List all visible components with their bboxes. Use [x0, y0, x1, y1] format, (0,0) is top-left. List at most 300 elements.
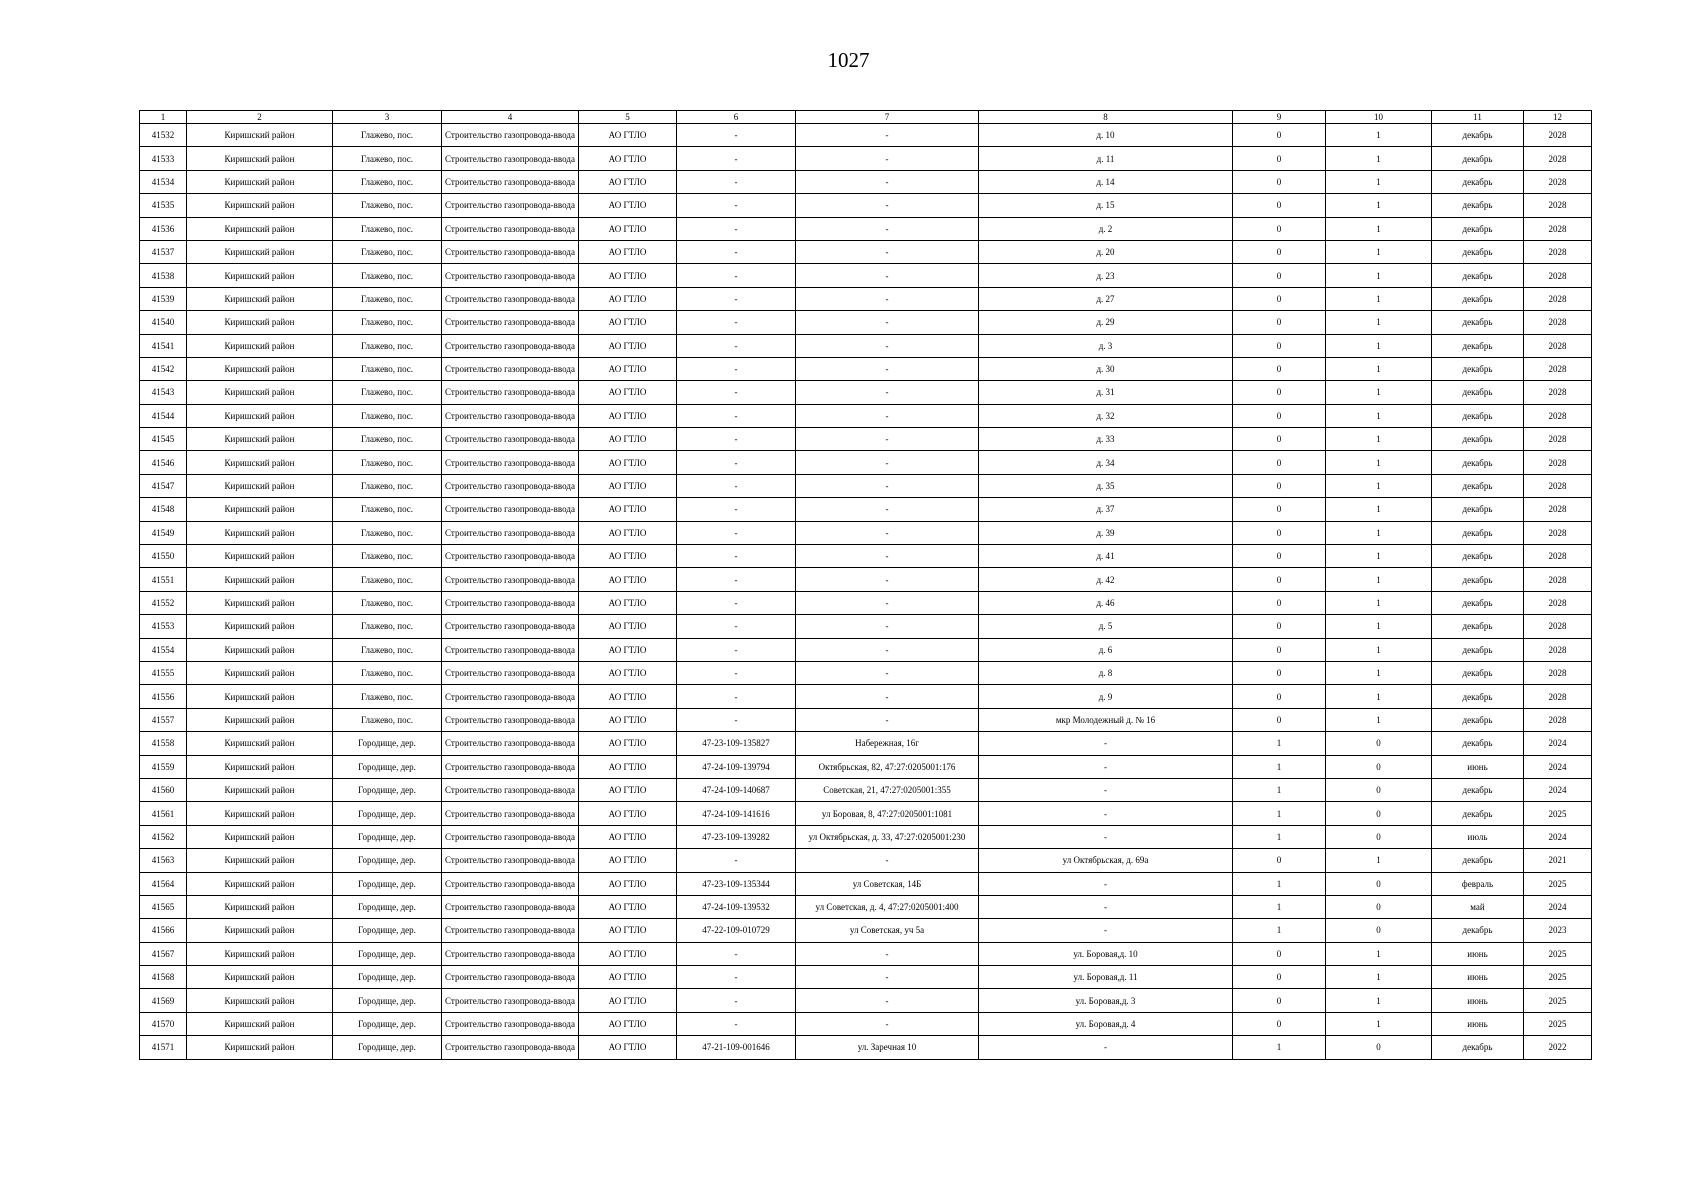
table-cell: 2028	[1524, 708, 1592, 731]
table-cell: декабрь	[1432, 217, 1524, 240]
table-cell: Глажево, пос.	[333, 708, 442, 731]
table-cell: 41550	[140, 545, 187, 568]
table-cell: д. 46	[979, 591, 1233, 614]
table-cell: 41539	[140, 287, 187, 310]
table-cell: 2028	[1524, 661, 1592, 684]
table-cell: Киришский район	[187, 147, 333, 170]
table-cell: 47-24-109-141616	[677, 802, 796, 825]
table-cell: -	[796, 287, 979, 310]
table-cell: АО ГТЛО	[579, 919, 677, 942]
table-cell: 1	[1326, 334, 1432, 357]
table-cell: Строительство газопровода-ввода	[442, 545, 579, 568]
table-cell: ул Октябрьская, д. 69а	[979, 849, 1233, 872]
table-cell: АО ГТЛО	[579, 1012, 677, 1035]
table-cell: АО ГТЛО	[579, 474, 677, 497]
table-cell: Строительство газопровода-ввода	[442, 264, 579, 287]
table-cell: -	[796, 474, 979, 497]
column-header: 7	[796, 111, 979, 124]
table-cell: 41549	[140, 521, 187, 544]
table-cell: 47-22-109-010729	[677, 919, 796, 942]
table-cell: АО ГТЛО	[579, 989, 677, 1012]
table-cell: 47-24-109-140687	[677, 778, 796, 801]
table-cell: декабрь	[1432, 474, 1524, 497]
table-cell: д. 3	[979, 334, 1233, 357]
table-cell: 2028	[1524, 311, 1592, 334]
table-cell: 0	[1233, 240, 1326, 263]
table-cell: декабрь	[1432, 240, 1524, 263]
table-cell: Строительство газопровода-ввода	[442, 287, 579, 310]
table-cell: д. 5	[979, 615, 1233, 638]
table-cell: ул. Заречная 10	[796, 1036, 979, 1059]
table-row	[140, 428, 1592, 451]
table-cell: -	[979, 825, 1233, 848]
table-cell: 1	[1326, 381, 1432, 404]
table-cell: Глажево, пос.	[333, 568, 442, 591]
table-cell: 47-23-109-135344	[677, 872, 796, 895]
table-cell: Глажево, пос.	[333, 521, 442, 544]
table-cell: декабрь	[1432, 1036, 1524, 1059]
table-cell: июль	[1432, 825, 1524, 848]
table-row	[140, 591, 1592, 614]
table-cell: 2028	[1524, 615, 1592, 638]
table-cell: 0	[1233, 124, 1326, 147]
table-row	[140, 1036, 1592, 1059]
table-cell: 2028	[1524, 240, 1592, 263]
table-cell: -	[796, 498, 979, 521]
table-row	[140, 311, 1592, 334]
table-row	[140, 802, 1592, 825]
table-cell: декабрь	[1432, 849, 1524, 872]
table-cell: -	[796, 1012, 979, 1035]
table-cell: декабрь	[1432, 381, 1524, 404]
table-cell: 1	[1326, 591, 1432, 614]
table-cell: Киришский район	[187, 685, 333, 708]
page-number: 1027	[827, 48, 870, 72]
table-cell: 0	[1326, 732, 1432, 755]
table-cell: 0	[1233, 428, 1326, 451]
table-cell: Киришский район	[187, 732, 333, 755]
table-cell: Советская, 21, 47:27:0205001:355	[796, 778, 979, 801]
table-cell: Строительство газопровода-ввода	[442, 170, 579, 193]
table-cell: 0	[1326, 825, 1432, 848]
table-cell: -	[677, 194, 796, 217]
table-cell: Киришский район	[187, 264, 333, 287]
table-cell: АО ГТЛО	[579, 147, 677, 170]
table-cell: 41548	[140, 498, 187, 521]
table-cell: 41562	[140, 825, 187, 848]
table-cell: декабрь	[1432, 919, 1524, 942]
table-cell: 1	[1326, 194, 1432, 217]
table-row	[140, 170, 1592, 193]
table-cell: -	[796, 170, 979, 193]
table-cell: 2025	[1524, 872, 1592, 895]
table-cell: Городище, дер.	[333, 802, 442, 825]
table-cell: Строительство газопровода-ввода	[442, 568, 579, 591]
table-cell: -	[677, 568, 796, 591]
table-row	[140, 334, 1592, 357]
table-cell: АО ГТЛО	[579, 194, 677, 217]
table-cell: 2028	[1524, 591, 1592, 614]
table-cell: 41556	[140, 685, 187, 708]
table-cell: 2025	[1524, 966, 1592, 989]
table-cell: декабрь	[1432, 685, 1524, 708]
table-cell: 41561	[140, 802, 187, 825]
table-cell: декабрь	[1432, 194, 1524, 217]
table-cell: Киришский район	[187, 404, 333, 427]
table-cell: Городище, дер.	[333, 989, 442, 1012]
table-cell: декабрь	[1432, 311, 1524, 334]
table-cell: -	[677, 404, 796, 427]
table-cell: 0	[1233, 521, 1326, 544]
table-cell: 2028	[1524, 404, 1592, 427]
table-cell: 0	[1233, 568, 1326, 591]
table-cell: июнь	[1432, 942, 1524, 965]
table-cell: -	[979, 755, 1233, 778]
table-cell: АО ГТЛО	[579, 357, 677, 380]
table-cell: -	[677, 287, 796, 310]
table-cell: 1	[1326, 357, 1432, 380]
table-cell: АО ГТЛО	[579, 217, 677, 240]
table-cell: 41569	[140, 989, 187, 1012]
table-row	[140, 755, 1592, 778]
table-cell: 41554	[140, 638, 187, 661]
table-cell: 0	[1233, 147, 1326, 170]
table-cell: 41566	[140, 919, 187, 942]
table-cell: 2028	[1524, 568, 1592, 591]
table-cell: Глажево, пос.	[333, 147, 442, 170]
table-cell: Киришский район	[187, 428, 333, 451]
table-cell: 0	[1233, 381, 1326, 404]
registry-table	[139, 110, 1592, 1060]
table-cell: -	[677, 685, 796, 708]
table-cell: 41532	[140, 124, 187, 147]
table-cell: декабрь	[1432, 661, 1524, 684]
table-cell: д. 14	[979, 170, 1233, 193]
table-cell: Киришский район	[187, 1036, 333, 1059]
table-cell: -	[677, 381, 796, 404]
table-cell: 47-23-109-135827	[677, 732, 796, 755]
table-cell: АО ГТЛО	[579, 428, 677, 451]
table-cell: декабрь	[1432, 147, 1524, 170]
table-cell: д. 29	[979, 311, 1233, 334]
table-cell: -	[677, 521, 796, 544]
table-cell: 41537	[140, 240, 187, 263]
table-cell: Киришский район	[187, 966, 333, 989]
table-cell: Строительство газопровода-ввода	[442, 428, 579, 451]
table-cell: Строительство газопровода-ввода	[442, 474, 579, 497]
table-row	[140, 661, 1592, 684]
table-cell: АО ГТЛО	[579, 942, 677, 965]
table-cell: 1	[1326, 1012, 1432, 1035]
table-cell: 41535	[140, 194, 187, 217]
table-cell: -	[677, 942, 796, 965]
table-cell: Городище, дер.	[333, 732, 442, 755]
table-cell: 1	[1326, 264, 1432, 287]
table-cell: Киришский район	[187, 334, 333, 357]
table-cell: 1	[1326, 849, 1432, 872]
table-row	[140, 264, 1592, 287]
table-row	[140, 1012, 1592, 1035]
table-cell: АО ГТЛО	[579, 615, 677, 638]
table-cell: Киришский район	[187, 124, 333, 147]
table-cell: Строительство газопровода-ввода	[442, 240, 579, 263]
table-cell: -	[796, 240, 979, 263]
table-cell: Строительство газопровода-ввода	[442, 147, 579, 170]
table-cell: 1	[1326, 217, 1432, 240]
table-cell: Киришский район	[187, 287, 333, 310]
table-cell: 1	[1326, 545, 1432, 568]
table-cell: Киришский район	[187, 474, 333, 497]
table-cell: Городище, дер.	[333, 895, 442, 918]
table-cell: 1	[1326, 615, 1432, 638]
table-cell: Глажево, пос.	[333, 615, 442, 638]
table-row	[140, 545, 1592, 568]
table-cell: 2028	[1524, 217, 1592, 240]
table-cell: Глажево, пос.	[333, 638, 442, 661]
table-cell: Городище, дер.	[333, 1012, 442, 1035]
table-cell: -	[796, 615, 979, 638]
table-cell: Глажево, пос.	[333, 357, 442, 380]
table-cell: -	[796, 685, 979, 708]
table-cell: Киришский район	[187, 942, 333, 965]
table-cell: -	[677, 591, 796, 614]
table-cell: -	[677, 708, 796, 731]
table-cell: Набережная, 16г	[796, 732, 979, 755]
table-cell: Глажево, пос.	[333, 217, 442, 240]
table-cell: Строительство газопровода-ввода	[442, 989, 579, 1012]
table-cell: 1	[1326, 474, 1432, 497]
table-cell: ул Октябрьская, д. 33, 47:27:0205001:230	[796, 825, 979, 848]
column-header: 8	[979, 111, 1233, 124]
table-cell: 41533	[140, 147, 187, 170]
table-header	[140, 111, 1592, 124]
table-cell: 1	[1326, 147, 1432, 170]
column-header: 6	[677, 111, 796, 124]
table-cell: -	[796, 545, 979, 568]
table-cell: 1	[1326, 989, 1432, 1012]
table-cell: 2028	[1524, 685, 1592, 708]
table-cell: -	[796, 708, 979, 731]
table-cell: д. 41	[979, 545, 1233, 568]
table-cell: 2028	[1524, 521, 1592, 544]
table-cell: АО ГТЛО	[579, 802, 677, 825]
table-cell: Глажево, пос.	[333, 334, 442, 357]
table-cell: АО ГТЛО	[579, 381, 677, 404]
table-cell: 0	[1233, 217, 1326, 240]
table-cell: 41565	[140, 895, 187, 918]
table-cell: 0	[1233, 311, 1326, 334]
table-cell: АО ГТЛО	[579, 287, 677, 310]
table-cell: Строительство газопровода-ввода	[442, 732, 579, 755]
table-cell: 2024	[1524, 778, 1592, 801]
table-row	[140, 217, 1592, 240]
table-cell: Строительство газопровода-ввода	[442, 615, 579, 638]
table-cell: декабрь	[1432, 591, 1524, 614]
table-cell: -	[796, 311, 979, 334]
table-cell: 2028	[1524, 545, 1592, 568]
table-cell: июнь	[1432, 989, 1524, 1012]
table-row	[140, 474, 1592, 497]
table-cell: Киришский район	[187, 755, 333, 778]
table-cell: 0	[1326, 919, 1432, 942]
table-cell: АО ГТЛО	[579, 732, 677, 755]
table-cell: -	[677, 240, 796, 263]
table-cell: 2022	[1524, 1036, 1592, 1059]
table-cell: Киришский район	[187, 451, 333, 474]
table-cell: 41542	[140, 357, 187, 380]
table-cell: 1	[1233, 1036, 1326, 1059]
column-header: 4	[442, 111, 579, 124]
table-cell: -	[796, 194, 979, 217]
table-cell: 41570	[140, 1012, 187, 1035]
table-row	[140, 381, 1592, 404]
column-header: 10	[1326, 111, 1432, 124]
table-cell: д. 39	[979, 521, 1233, 544]
table-cell: -	[979, 802, 1233, 825]
table-cell: АО ГТЛО	[579, 708, 677, 731]
table-cell: 41544	[140, 404, 187, 427]
table-cell: 2028	[1524, 147, 1592, 170]
table-row	[140, 615, 1592, 638]
table-cell: Киришский район	[187, 194, 333, 217]
table-cell: 2028	[1524, 194, 1592, 217]
table-cell: Глажево, пос.	[333, 498, 442, 521]
table-cell: -	[677, 474, 796, 497]
table-cell: 0	[1326, 755, 1432, 778]
table-row	[140, 287, 1592, 310]
table-cell: д. 34	[979, 451, 1233, 474]
table-cell: июнь	[1432, 1012, 1524, 1035]
table-cell: декабрь	[1432, 124, 1524, 147]
table-cell: -	[796, 404, 979, 427]
table-row	[140, 919, 1592, 942]
table-cell: 0	[1233, 1012, 1326, 1035]
table-cell: 0	[1233, 591, 1326, 614]
table-cell: д. 9	[979, 685, 1233, 708]
table-cell: 2028	[1524, 638, 1592, 661]
table-cell: 0	[1233, 942, 1326, 965]
table-cell: ул Советская, 14Б	[796, 872, 979, 895]
table-cell: июнь	[1432, 966, 1524, 989]
table-cell: -	[796, 381, 979, 404]
table-cell: Киришский район	[187, 1012, 333, 1035]
table-cell: Глажево, пос.	[333, 591, 442, 614]
table-cell: 1	[1326, 240, 1432, 263]
table-cell: -	[796, 942, 979, 965]
table-cell: Строительство газопровода-ввода	[442, 1036, 579, 1059]
table-cell: Городище, дер.	[333, 825, 442, 848]
table-cell: Городище, дер.	[333, 1036, 442, 1059]
table-cell: 0	[1233, 474, 1326, 497]
column-header: 2	[187, 111, 333, 124]
table-cell: 0	[1233, 685, 1326, 708]
table-cell: АО ГТЛО	[579, 451, 677, 474]
table-row	[140, 989, 1592, 1012]
table-cell: Строительство газопровода-ввода	[442, 357, 579, 380]
table-cell: Строительство газопровода-ввода	[442, 451, 579, 474]
table-cell: ул. Боровая,д. 4	[979, 1012, 1233, 1035]
table-row	[140, 451, 1592, 474]
table-cell: -	[796, 217, 979, 240]
table-cell: декабрь	[1432, 615, 1524, 638]
table-cell: Киришский район	[187, 568, 333, 591]
table-row	[140, 638, 1592, 661]
table-cell: Глажево, пос.	[333, 240, 442, 263]
table-cell: Строительство газопровода-ввода	[442, 521, 579, 544]
table-cell: 0	[1233, 708, 1326, 731]
table-cell: -	[796, 966, 979, 989]
table-cell: 41564	[140, 872, 187, 895]
table-cell: 41534	[140, 170, 187, 193]
table-cell: -	[677, 661, 796, 684]
table-cell: 1	[1326, 311, 1432, 334]
table-cell: Городище, дер.	[333, 872, 442, 895]
table-cell: 41538	[140, 264, 187, 287]
table-cell: Строительство газопровода-ввода	[442, 755, 579, 778]
table-cell: Киришский район	[187, 895, 333, 918]
table-cell: д. 8	[979, 661, 1233, 684]
table-cell: Киришский район	[187, 919, 333, 942]
table-cell: АО ГТЛО	[579, 825, 677, 848]
table-cell: 0	[1326, 1036, 1432, 1059]
table-cell: 1	[1233, 872, 1326, 895]
table-cell: Глажево, пос.	[333, 287, 442, 310]
table-cell: -	[677, 147, 796, 170]
table-cell: 2023	[1524, 919, 1592, 942]
table-cell: мкр Молодежный д. № 16	[979, 708, 1233, 731]
table-cell: АО ГТЛО	[579, 872, 677, 895]
table-cell: 0	[1233, 357, 1326, 380]
table-row	[140, 521, 1592, 544]
table-cell: ул Советская, д. 4, 47:27:0205001:400	[796, 895, 979, 918]
table-cell: 2028	[1524, 451, 1592, 474]
table-cell: 41536	[140, 217, 187, 240]
table-cell: Строительство газопровода-ввода	[442, 404, 579, 427]
column-header: 5	[579, 111, 677, 124]
table-cell: -	[677, 170, 796, 193]
table-row	[140, 849, 1592, 872]
table-cell: Строительство газопровода-ввода	[442, 966, 579, 989]
table-cell: 1	[1326, 287, 1432, 310]
table-cell: Строительство газопровода-ввода	[442, 685, 579, 708]
table-cell: АО ГТЛО	[579, 755, 677, 778]
table-cell: -	[979, 919, 1233, 942]
table-row	[140, 404, 1592, 427]
table-cell: -	[677, 264, 796, 287]
table-cell: АО ГТЛО	[579, 966, 677, 989]
table-cell: 2028	[1524, 381, 1592, 404]
table-cell: 1	[1326, 568, 1432, 591]
table-cell: д. 11	[979, 147, 1233, 170]
table-cell: -	[796, 334, 979, 357]
table-cell: 2025	[1524, 802, 1592, 825]
table-cell: 41547	[140, 474, 187, 497]
table-row	[140, 708, 1592, 731]
table-cell: -	[796, 451, 979, 474]
table-cell: 0	[1233, 170, 1326, 193]
table-cell: Городище, дер.	[333, 755, 442, 778]
column-header: 12	[1524, 111, 1592, 124]
table-cell: 0	[1233, 661, 1326, 684]
table-cell: д. 33	[979, 428, 1233, 451]
table-cell: декабрь	[1432, 545, 1524, 568]
table-cell: ул. Боровая,д. 3	[979, 989, 1233, 1012]
table-cell: Строительство газопровода-ввода	[442, 591, 579, 614]
table-cell: 2024	[1524, 732, 1592, 755]
table-cell: АО ГТЛО	[579, 545, 677, 568]
table-row	[140, 240, 1592, 263]
table-cell: Киришский район	[187, 381, 333, 404]
